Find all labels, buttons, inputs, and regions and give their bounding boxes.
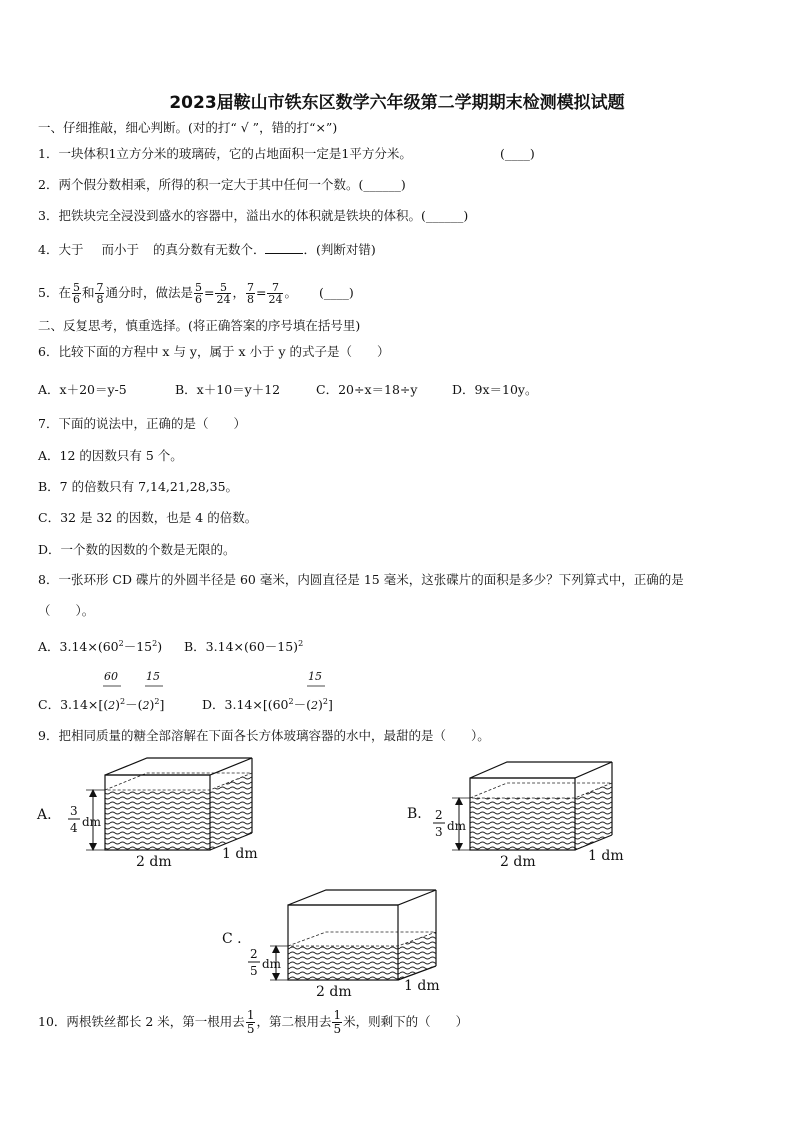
superscript: 2 bbox=[288, 697, 294, 706]
section1-heading: 一、仔细推敲，细心判断。(对的打“ √ ”，错的打“×”) bbox=[38, 120, 338, 135]
superscript: 2 bbox=[322, 697, 328, 706]
q6-option-b[interactable]: B．x＋10＝y＋12 bbox=[175, 382, 281, 397]
superscript: 2 bbox=[120, 697, 126, 706]
q4-part-b: 而小于 bbox=[101, 242, 139, 257]
question-6: 6．比较下面的方程中 x 与 y，属于 x 小于 y 的式子是（ ） bbox=[38, 344, 390, 359]
figure-c-length: 2 dm bbox=[316, 984, 352, 1000]
figure-a-unit: dm bbox=[82, 815, 102, 829]
figure-c-width: 1 dm bbox=[404, 978, 440, 994]
fraction-7-8 bbox=[95, 282, 104, 305]
q7-option-b[interactable]: B．7 的倍数只有 7,14,21,28,35。 bbox=[38, 479, 239, 494]
question-3: 3．把铁块完全浸没到盛水的容器中，溢出水的体积就是铁块的体积。(______) bbox=[38, 208, 469, 223]
figure-b-unit: dm bbox=[447, 819, 467, 833]
superscript: 2 bbox=[298, 639, 304, 648]
q7-option-d[interactable]: D．一个数的因数的个数是无限的。 bbox=[38, 542, 236, 557]
q8-d-text: D．3.14×[(60 bbox=[202, 697, 289, 713]
question-4 bbox=[38, 242, 376, 258]
figure-b-height-num: 2 bbox=[435, 808, 443, 822]
fraction-7-8 bbox=[246, 282, 255, 305]
fraction-1-5 bbox=[332, 1009, 342, 1036]
fraction-denominator: 6 bbox=[194, 293, 202, 306]
q8-d-num15: 15 bbox=[308, 670, 322, 683]
q5-part-d: ， bbox=[232, 285, 245, 300]
q8-option-d[interactable] bbox=[202, 694, 333, 714]
fraction-denominator: 5 bbox=[333, 1022, 342, 1036]
q7-option-a[interactable]: A．12 的因数只有 5 个。 bbox=[38, 448, 183, 463]
fraction-numerator: 7 bbox=[267, 282, 283, 294]
q8-c-den: 2 bbox=[108, 699, 116, 713]
section2-heading: 二、反复思考，慎重选择。(将正确答案的序号填在括号里) bbox=[38, 318, 361, 333]
equals-sign: = bbox=[255, 285, 267, 300]
q8-c-text5: ] bbox=[159, 697, 165, 713]
q8-a-text3: ) bbox=[157, 639, 163, 655]
q8-c-text3: －( bbox=[125, 697, 143, 713]
question-5 bbox=[38, 280, 354, 306]
superscript: 2 bbox=[118, 639, 124, 648]
fraction-5-6 bbox=[194, 282, 203, 305]
q6-option-a[interactable]: A．x＋20＝y-5 bbox=[38, 382, 127, 397]
q8-d-den: 2 bbox=[310, 699, 318, 713]
question-7: 7．下面的说法中，正确的是（ ） bbox=[38, 416, 246, 431]
q8-c-text: C．3.14×[( bbox=[38, 697, 109, 713]
q8-a-text: A．3.14×(60 bbox=[38, 639, 119, 655]
q4-blank[interactable] bbox=[265, 243, 303, 254]
question-10 bbox=[38, 1008, 468, 1036]
q5-part-b: 和 bbox=[81, 285, 95, 300]
fraction-5-24 bbox=[215, 282, 231, 305]
question-1-answer[interactable]: (____) bbox=[500, 146, 535, 161]
q8-option-a[interactable] bbox=[38, 636, 162, 655]
q7-option-c[interactable]: C．32 是 32 的因数，也是 4 的倍数。 bbox=[38, 510, 258, 525]
fraction-numerator: 7 bbox=[246, 281, 254, 294]
page-title: 2023届鞍山市铁东区数学六年级第二学期期末检测模拟试题 bbox=[169, 93, 625, 113]
figure-b-length: 2 dm bbox=[500, 854, 536, 870]
fraction-numerator: 5 bbox=[215, 282, 231, 294]
fraction-numerator: 1 bbox=[333, 1008, 342, 1022]
q8-b-text: B．3.14×(60－15) bbox=[184, 639, 299, 655]
question-1 bbox=[38, 146, 412, 162]
fraction-denominator: 6 bbox=[72, 293, 80, 306]
q8-c-den2: 2 bbox=[142, 699, 150, 713]
fraction-denominator: 24 bbox=[268, 293, 283, 306]
q5-part-a: 5．在 bbox=[38, 285, 71, 300]
q8-option-c[interactable] bbox=[38, 694, 164, 714]
q8-a-text2: －15 bbox=[123, 639, 153, 655]
q8-c-text4: ) bbox=[149, 697, 155, 713]
figure-a-length: 2 dm bbox=[136, 854, 172, 870]
question-9: 9．把相同质量的糖全部溶解在下面各长方体玻璃容器的水中，最甜的是（ ）。 bbox=[38, 728, 490, 743]
fraction-denominator: 24 bbox=[216, 293, 231, 306]
q10-part-b: ，第二根用去 bbox=[256, 1014, 332, 1029]
figure-a-width: 1 dm bbox=[222, 846, 258, 862]
q8-d-text2: －( bbox=[293, 697, 311, 713]
q4-part-a: 4．大于 bbox=[38, 242, 84, 257]
q8-c-num60: 60 bbox=[104, 670, 118, 683]
fraction-1-5 bbox=[246, 1009, 256, 1036]
q8-c-text2: ) bbox=[115, 697, 121, 713]
superscript: 2 bbox=[154, 697, 160, 706]
figure-c-unit: dm bbox=[262, 957, 282, 971]
question-1-text: 1．一块体积1立方分米的玻璃砖，它的占地面积一定是1平方分米。 bbox=[38, 146, 412, 161]
question-8-line1: 8．一张环形 CD 碟片的外圆半径是 60 毫米，内圆直径是 15 毫米，这张碟片的面积是多少？下列算式中，正确的是 bbox=[38, 572, 684, 587]
q4-part-d: ．(判断对错) bbox=[303, 242, 376, 257]
q6-option-d[interactable]: D．9x＝10y。 bbox=[452, 382, 538, 397]
fraction-5-6 bbox=[72, 282, 81, 305]
question-8-line2: （ ）。 bbox=[38, 603, 95, 618]
figure-b-letter: B. bbox=[407, 806, 422, 822]
figure-c-height-num: 2 bbox=[250, 947, 258, 961]
fraction-7-24 bbox=[267, 282, 283, 305]
figure-b-height-den: 3 bbox=[435, 825, 443, 839]
q5-part-c: 通分时，做法是 bbox=[105, 285, 193, 300]
figure-a-letter: A. bbox=[37, 807, 52, 823]
fraction-numerator: 5 bbox=[194, 281, 202, 294]
q8-d-text4: ] bbox=[327, 697, 333, 713]
fraction-denominator: 8 bbox=[96, 293, 104, 306]
fraction-numerator: 1 bbox=[246, 1008, 255, 1022]
q4-part-c: 的真分数有无数个． bbox=[152, 242, 266, 257]
q6-option-c[interactable]: C．20÷x＝18÷y bbox=[316, 382, 418, 397]
figure-c-letter: C . bbox=[222, 931, 242, 947]
fraction-numerator: 5 bbox=[72, 281, 80, 294]
figure-a-height-num: 3 bbox=[70, 804, 78, 818]
q8-c-num15: 15 bbox=[146, 670, 160, 683]
superscript: 2 bbox=[152, 639, 158, 648]
question-5-answer[interactable]: (____) bbox=[318, 285, 354, 300]
figure-c-height-den: 5 bbox=[250, 964, 258, 978]
fraction-numerator: 7 bbox=[96, 281, 104, 294]
q8-option-b[interactable] bbox=[184, 636, 303, 655]
q5-part-e: 。 bbox=[284, 285, 297, 300]
figure-b-width: 1 dm bbox=[588, 848, 624, 864]
q8-d-text3: ) bbox=[317, 697, 323, 713]
q10-part-a: 10．两根铁丝都长 2 米，第一根用去 bbox=[38, 1014, 245, 1029]
figure-a-height-den: 4 bbox=[70, 821, 78, 835]
question-2: 2．两个假分数相乘，所得的积一定大于其中任何一个数。(______) bbox=[38, 177, 406, 192]
q10-part-c: 米，则剩下的（ ） bbox=[343, 1014, 469, 1029]
equals-sign: = bbox=[203, 285, 215, 300]
fraction-denominator: 8 bbox=[246, 293, 254, 306]
fraction-denominator: 5 bbox=[246, 1022, 255, 1036]
